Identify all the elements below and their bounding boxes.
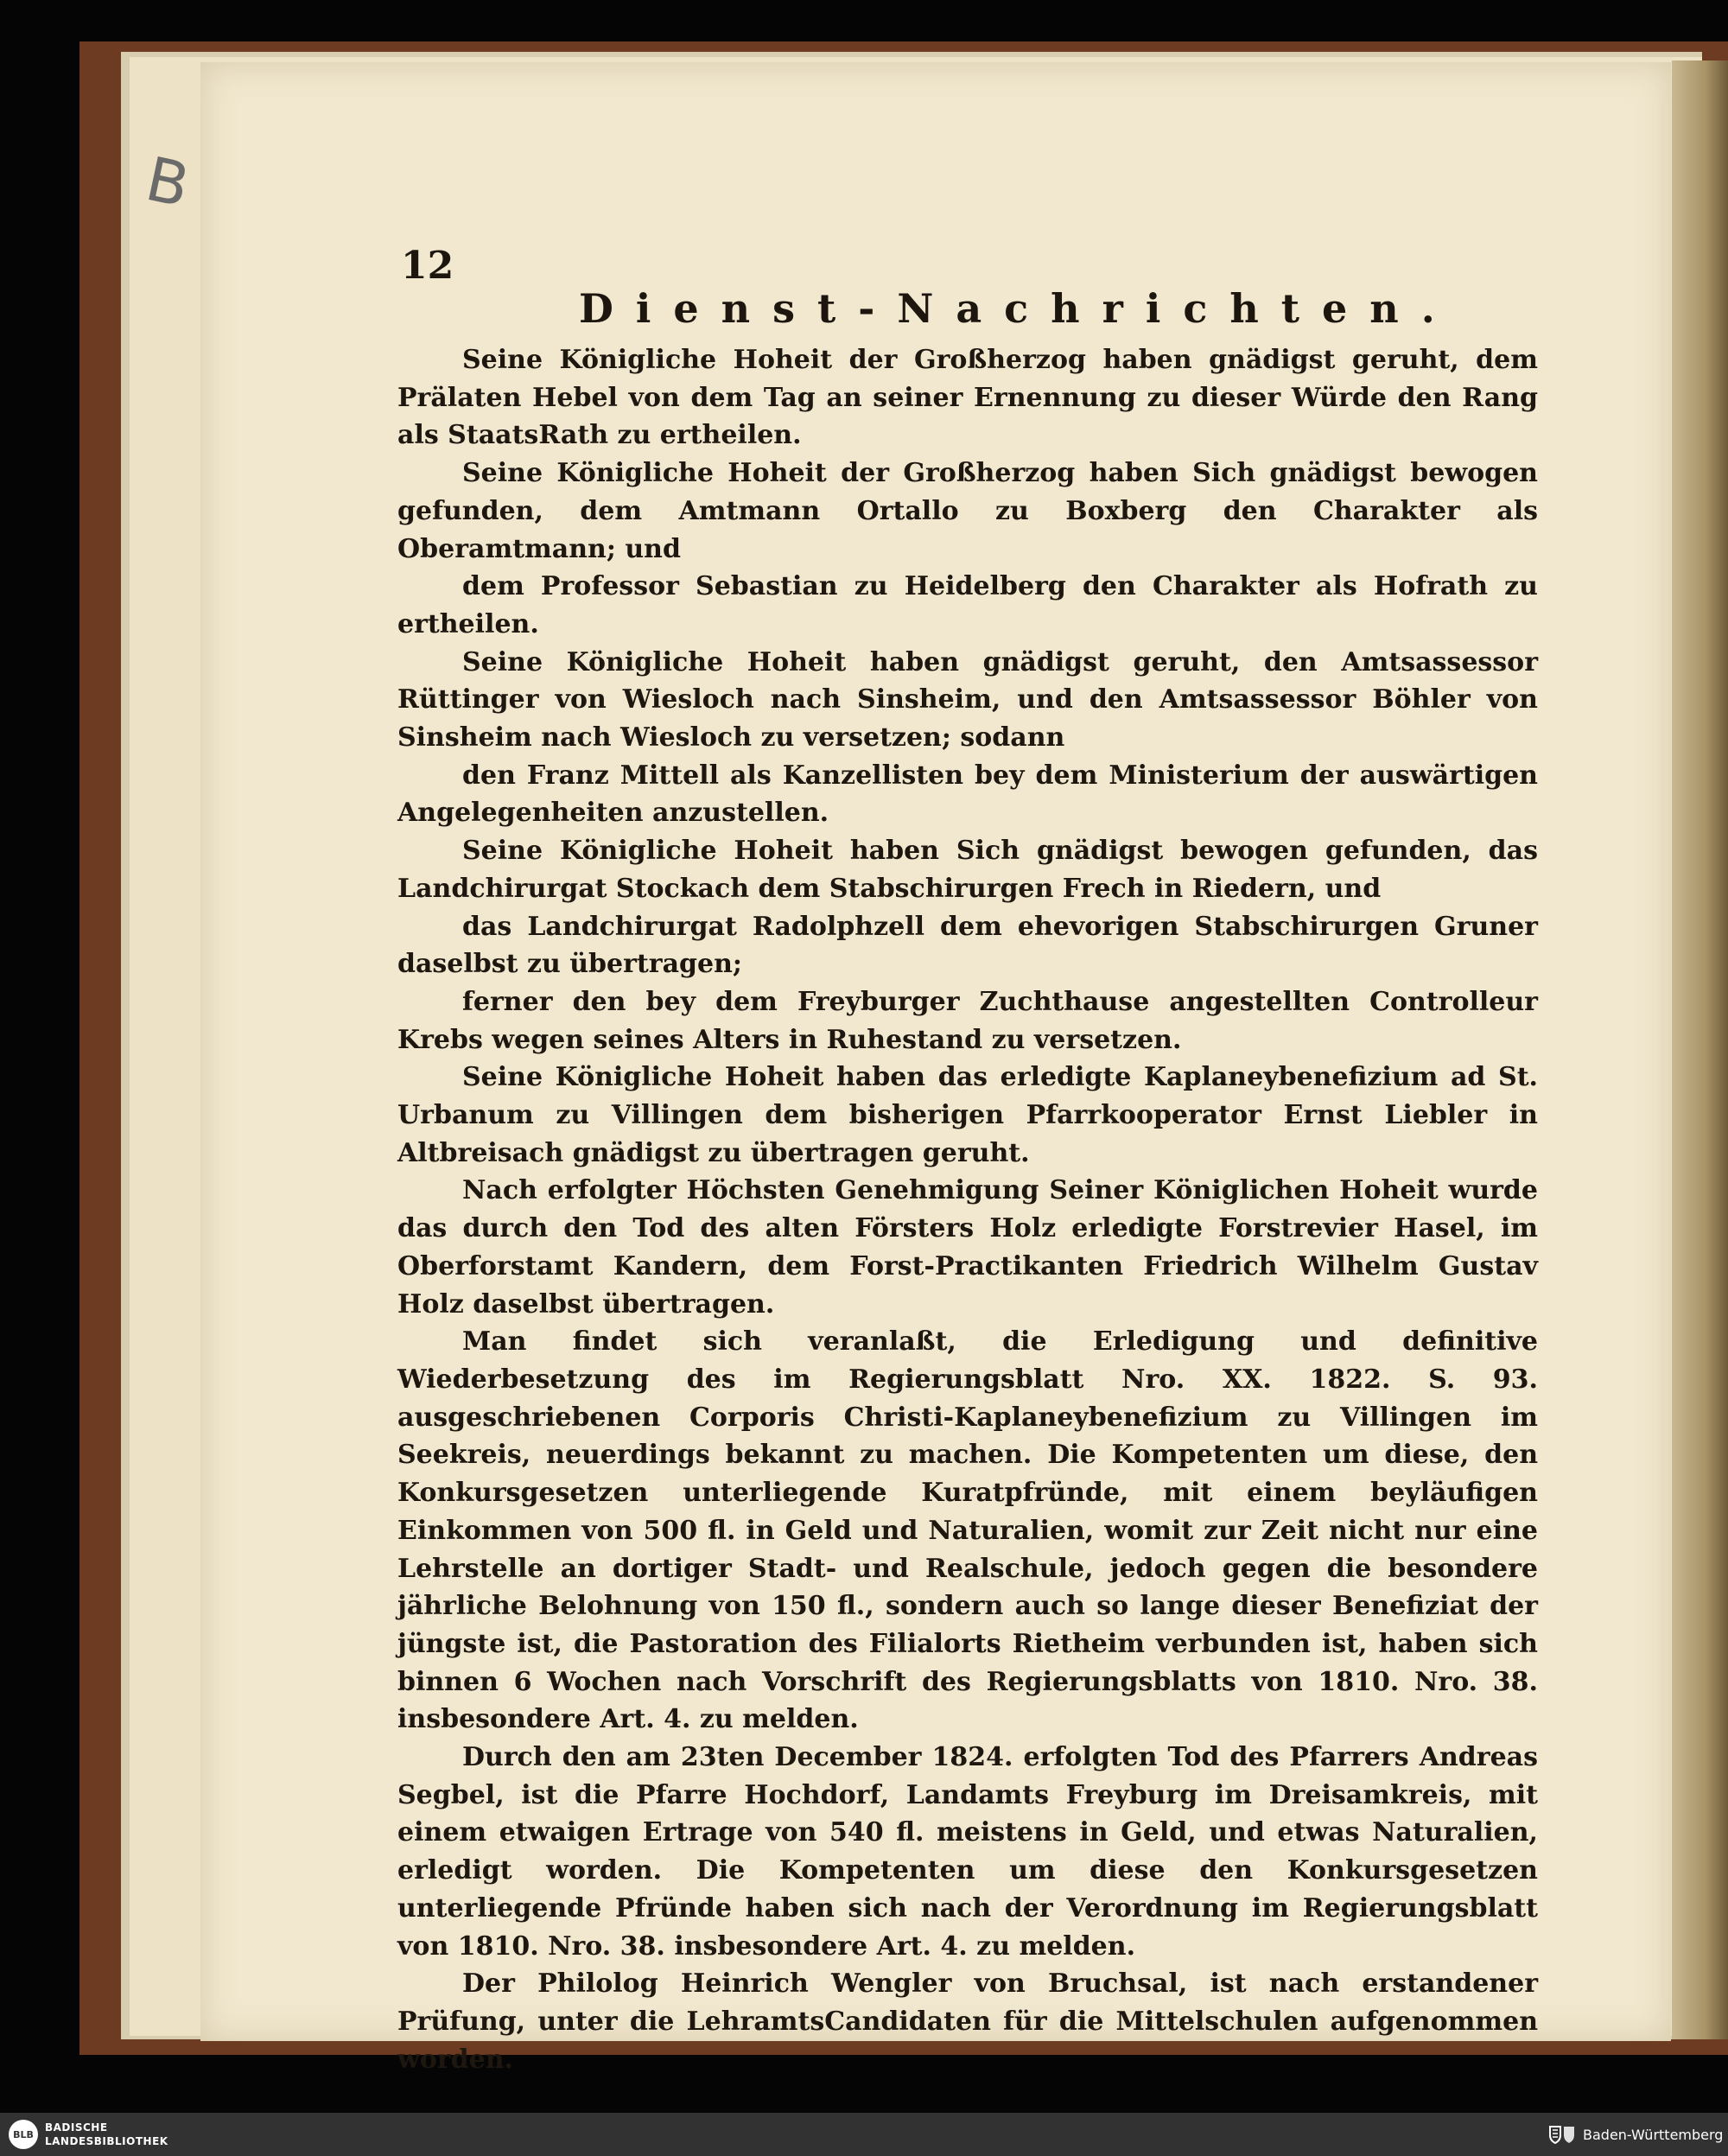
paragraph: Seine Königliche Hoheit der Großherzog haben gnädigst geruht, dem Prälaten Hebel von dem Tag an seiner Ernennung zu dieser Würde den Rang als StaatsRath zu ertheilen. <box>397 345 1538 451</box>
blb-logo-icon[interactable]: BLB <box>9 2120 38 2149</box>
page-number: 12 <box>401 244 454 288</box>
facing-page-edge <box>1672 60 1728 2039</box>
paragraph: Seine Königliche Hoheit haben das erledigte Kaplaneybenefizium ad St. Urbanum zu Villingen dem bisherigen Pfarrkooperator Ernst Liebler in Altbreisach gnädigst zu übertragen geruht. <box>397 1062 1538 1168</box>
body-text <box>397 341 1538 2078</box>
pencil-note: B <box>140 143 196 222</box>
paragraph: Durch den am 23ten December 1824. erfolgten Tod des Pfarrers Andreas Segbel, ist die Pfarre Hochdorf, Landamts Freyburg im Dreisamkreis, mit einem etwaigen Ertrage von 540 fl. meistens in Geld, und etwas Naturalien, erledigt worden. Die Kompetenten um diese den Konkursgesetzen unterliegende Pfründe haben sich nach der Verordnung im Regierungsblatt von 1810. Nro. 38. insbesondere Art. 4. zu melden. <box>397 1742 1538 1962</box>
footer-bar <box>0 2113 1728 2156</box>
library-name-line1: BADISCHE <box>45 2121 108 2134</box>
paragraph: dem Professor Sebastian zu Heidelberg den Charakter als Hofrath zu ertheilen. <box>397 571 1538 639</box>
paragraph: den Franz Mittell als Kanzellisten bey dem Ministerium der auswärtigen Angelegenheiten anzustellen. <box>397 760 1538 829</box>
state-name[interactable]: Baden-Württemberg <box>1583 2127 1724 2143</box>
page-heading: Dienst-Nachrichten. <box>579 285 1458 332</box>
paragraph: Nach erfolgter Höchsten Genehmigung Seiner Königlichen Hoheit wurde das durch den Tod des alten Försters Holz erledigte Forstrevier Hasel, im Oberforstamt Kandern, dem Forst-Practikanten Friedrich Wilhelm Gustav Holz daselbst übertragen. <box>397 1175 1538 1320</box>
paragraph: das Landchirurgat Radolphzell dem ehevorigen Stabschirurgen Gruner daselbst zu übertragen; <box>397 911 1538 980</box>
paragraph: Man findet sich veranlaßt, die Erledigung und definitive Wiederbesetzung des im Regierungsblatt Nro. XX. 1822. S. 93. ausgeschriebenen Corporis Christi-Kaplaneybenefizium zu Villingen im Seekreis, neuerdings bekannt zu machen. Die Kompetenten um diese, den Konkursgesetzen unterliegende Kuratpfründe, mit einem beyläufigen Einkommen von 500 fl. in Geld und Naturalien, womit zur Zeit nicht nur eine Lehrstelle an dortiger Stadt- und Realschule, jedoch gegen die besondere jährliche Belohnung von 150 fl., sondern auch so lange dieser Benefiziat der jüngste ist, die Pastoration des Filialorts Rietheim verbunden ist, haben sich binnen 6 Wochen nach Vorschrift des Regierungsblatts von 1810. Nro. 38. insbesondere Art. 4. zu melden. <box>397 1326 1538 1735</box>
paragraph: ferner den bey dem Freyburger Zuchthause angestellten Controlleur Krebs wegen seines Alters in Ruhestand zu versetzen. <box>397 986 1538 1055</box>
paragraph: Seine Königliche Hoheit haben Sich gnädigst bewogen gefunden, das Landchirurgat Stockach dem Stabschirurgen Frech in Riedern, und <box>397 836 1538 904</box>
paragraph: Seine Königliche Hoheit haben gnädigst geruht, den Amtsassessor Rüttinger von Wiesloch nach Sinsheim, und den Amtsassessor Böhler von Sinsheim nach Wiesloch zu versetzen; sodann <box>397 646 1538 754</box>
library-name[interactable] <box>45 2121 168 2148</box>
coat-of-arms-icon[interactable] <box>1547 2123 1578 2146</box>
library-name-line2: LANDESBIBLIOTHEK <box>45 2135 168 2147</box>
paragraph: Der Philolog Heinrich Wengler von Bruchsal, ist nach erstandener Prüfung, unter die LehramtsCandidaten für die Mittelschulen aufgenommen worden. <box>397 1968 1538 2075</box>
paragraph: Seine Königliche Hoheit der Großherzog haben Sich gnädigst bewogen gefunden, dem Amtmann Ortallo zu Boxberg den Charakter als Oberamtmann; und <box>397 458 1538 564</box>
